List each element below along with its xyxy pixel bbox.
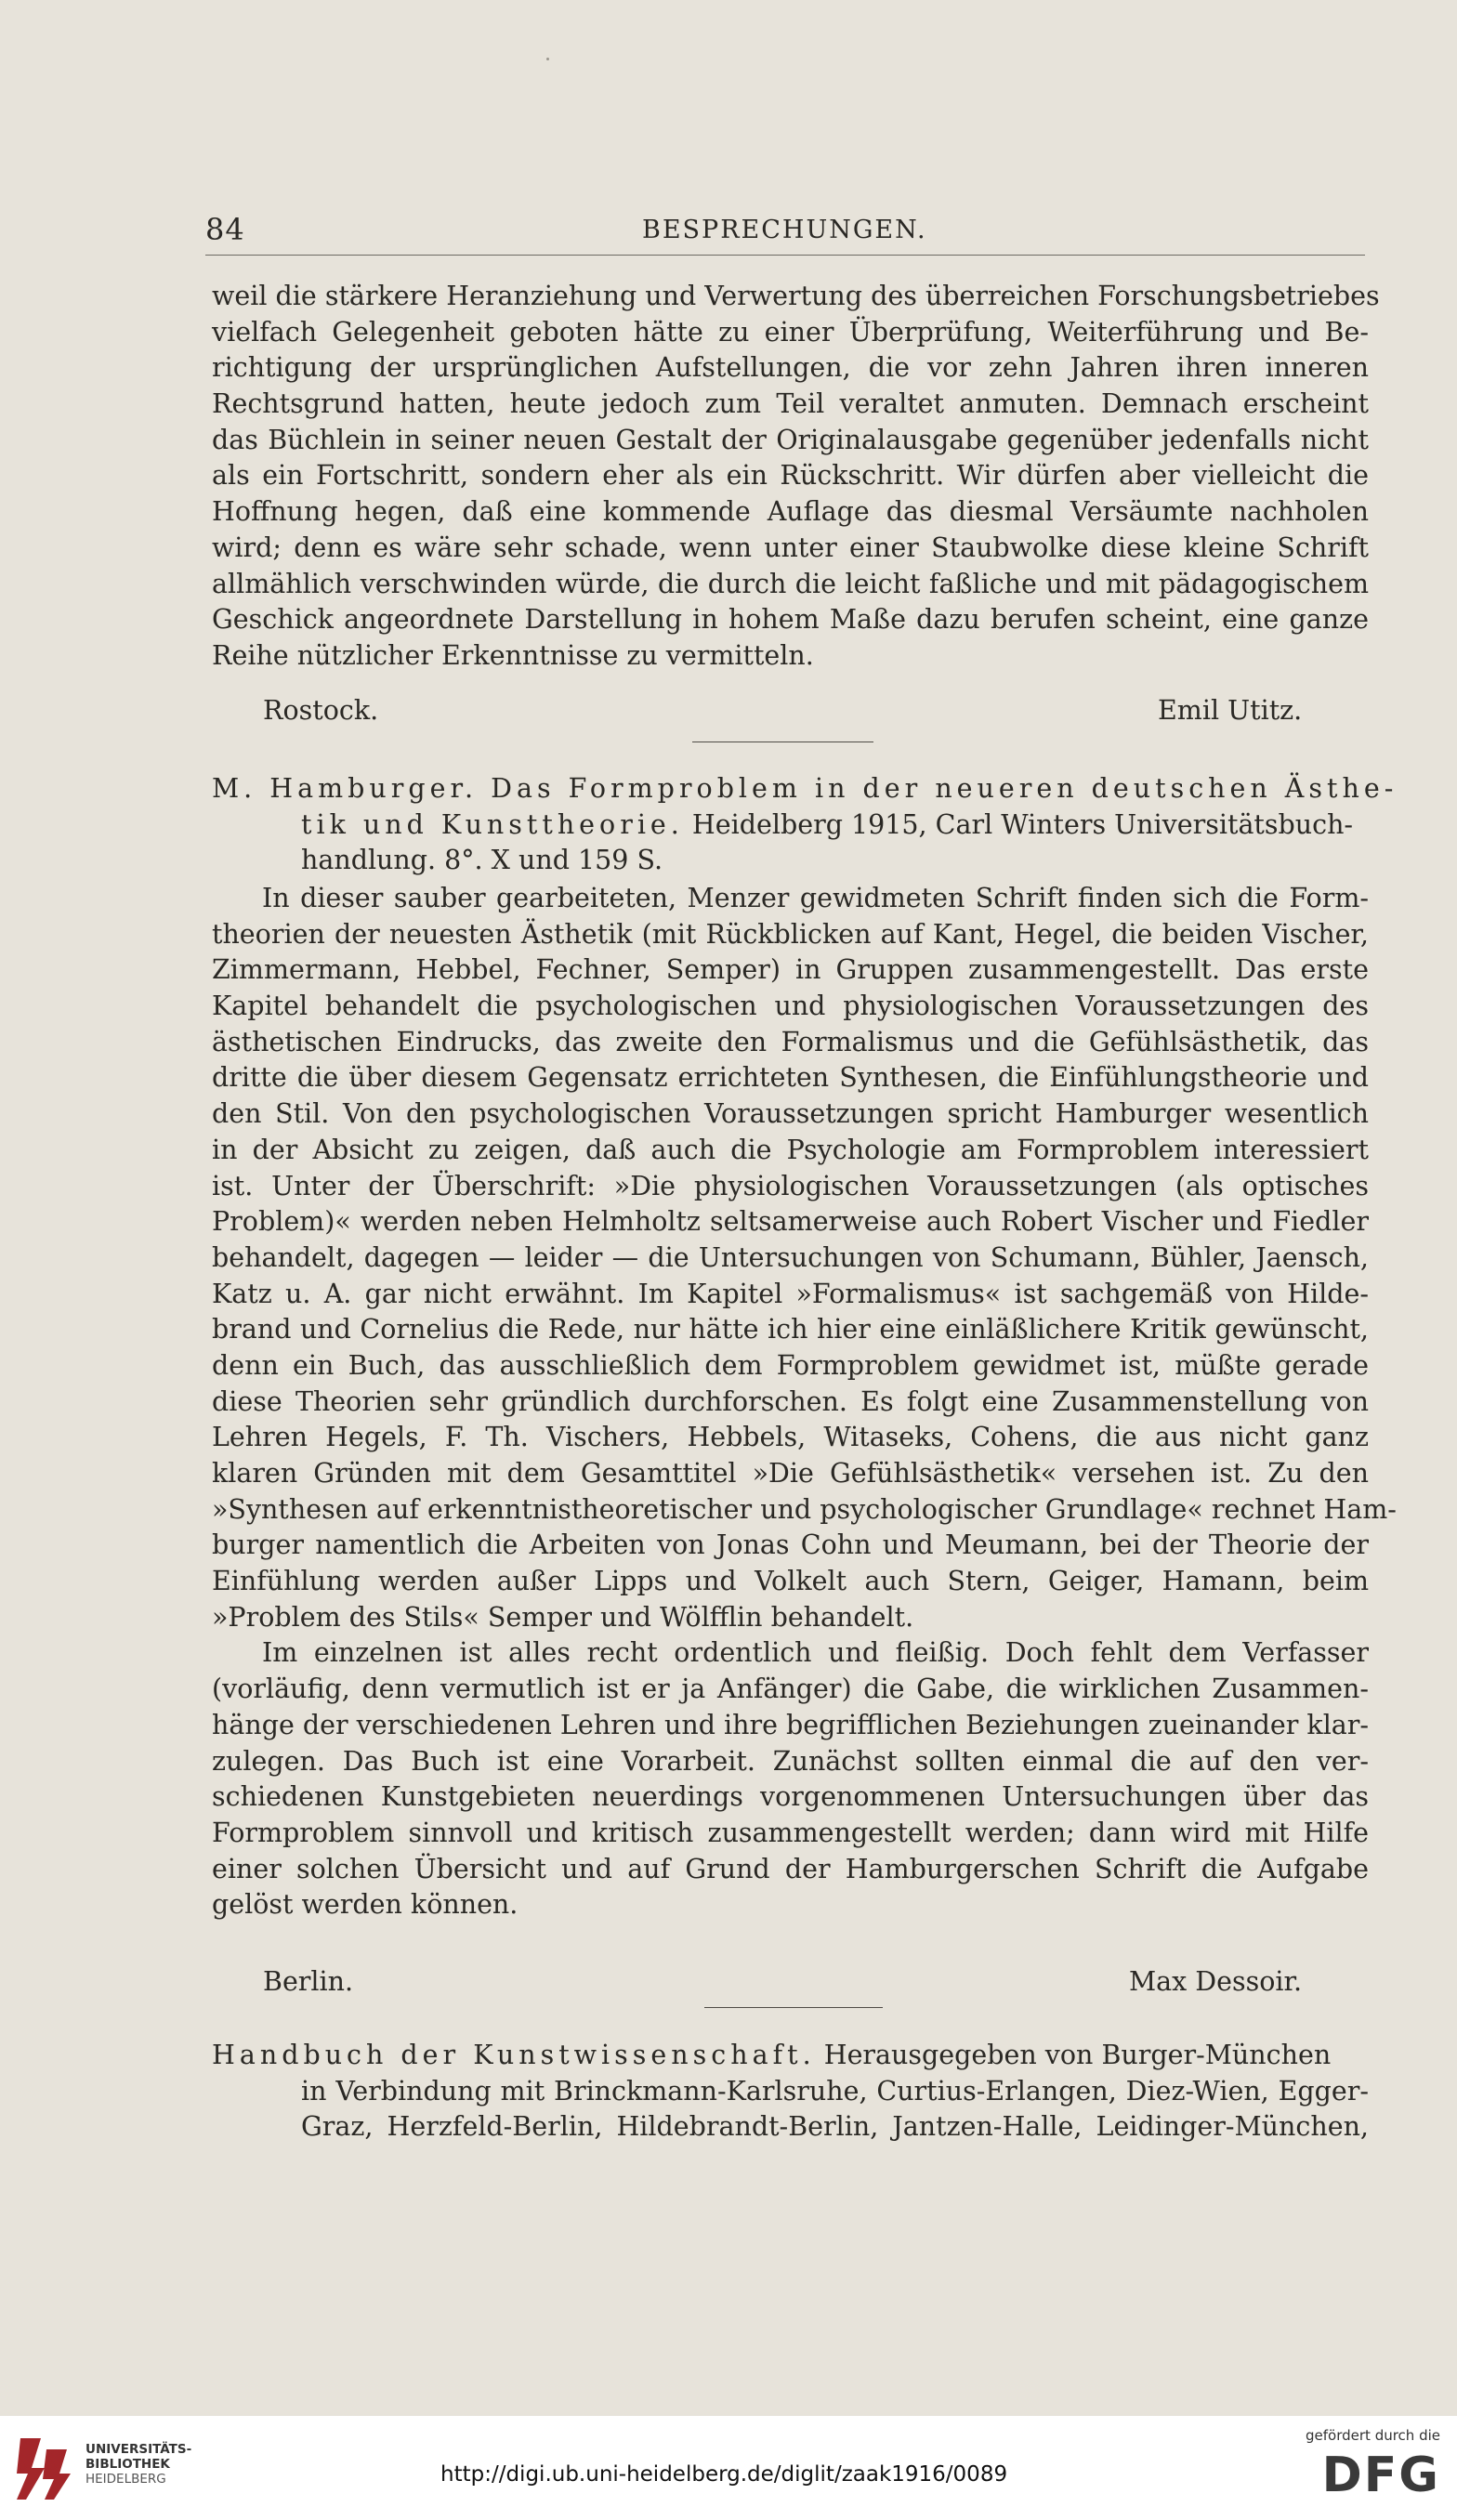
heading-line (212, 2038, 1369, 2074)
text-line: »Synthesen auf erkenntnistheoretischer und psychologischer Grundlage« rechnet Ham- (212, 1493, 1397, 1525)
text-line: burger namentlich die Arbeiten von Jonas Cohn und Meumann, bei der Theorie der (212, 1529, 1369, 1561)
text-line: Hoffnung hegen, daß eine kommende Auflage das diesmal Versäumte nachholen (212, 496, 1369, 528)
section-title: BESPRECHUNGEN. (642, 216, 927, 244)
text-line: zulegen. Das Buch ist eine Vorarbeit. Zunächst sollten einmal die auf den ver- (212, 1745, 1369, 1777)
text-line: In dieser sauber gearbeiteten, Menzer gewidmeten Schrift finden sich die Form- (262, 883, 1369, 913)
funder (1282, 2427, 1440, 2503)
text-line: in der Absicht zu zeigen, daß auch die Psychologie am Formproblem interessiert (212, 1134, 1369, 1165)
heading-line: in Verbindung mit Brinckmann-Karlsruhe, Curtius-Erlangen, Diez-Wien, Egger- (301, 2075, 1369, 2107)
text-line: behandelt, dagegen — leider — die Untersuchungen von Schumann, Bühler, Jaensch, (212, 1241, 1369, 1273)
publisher-info: Heidelberg 1915, Carl Winters Universitätsbuch- (683, 808, 1354, 840)
library-name-line: BIBLIOTHEK (85, 2457, 170, 2472)
text-line: Lehren Hegels, F. Th. Vischers, Hebbels, Witaseks, Cohens, die aus nicht ganz (212, 1422, 1369, 1453)
text-line: Reihe nützlicher Erkenntnisse zu vermitteln. (212, 639, 814, 671)
text-line: den Stil. Von den psychologischen Voraussetzungen spricht Hamburger wesentlich (212, 1098, 1369, 1130)
text-line: Kapitel behandelt die psychologischen und physiologischen Voraussetzungen des (212, 991, 1369, 1022)
section-divider (704, 2007, 883, 2008)
text-line: »Problem des Stils« Semper und Wölfflin behandelt. (212, 1601, 914, 1633)
text-line: Einfühlung werden außer Lipps und Volkelt auch Stern, Geiger, Hamann, beim (212, 1566, 1369, 1597)
text-line: Katz u. A. gar nicht erwähnt. Im Kapitel »Formalismus« ist sachgemäß von Hilde- (212, 1278, 1369, 1309)
editor-info: Herausgegeben von Burger-München (815, 2040, 1332, 2070)
text-line: dritte die über diesem Gegensatz errichteten Synthesen, die Einfühlungstheorie und (212, 1062, 1369, 1094)
text-line: Zimmermann, Hebbel, Fechner, Semper) in Gruppen zusammengestellt. Das erste (212, 954, 1369, 986)
text-line: ist. Unter der Überschrift: »Die physiologischen Voraussetzungen (als optisches (212, 1170, 1369, 1201)
text-line: allmählich verschwinden würde, die durch die leicht faßliche und mit pädagogischem (212, 568, 1369, 599)
text-line: (vorläufig, denn vermutlich ist er ja Anfänger) die Gabe, die wirklichen Zusammen- (212, 1673, 1369, 1705)
library-name (85, 2442, 191, 2487)
text-line: als ein Fortschritt, sondern eher als ein Rückschritt. Wir dürfen aber vielleicht die (212, 460, 1369, 492)
text-line: hänge der verschiedenen Lehren und ihre begrifflichen Beziehungen zueinander klar- (212, 1709, 1370, 1740)
heading-line: Graz, Herzfeld-Berlin, Hildebrandt-Berlin, Jantzen-Halle, Leidinger-München, (301, 2111, 1369, 2143)
review-1-place: Rostock. (263, 695, 379, 726)
text-line: theorien der neuesten Ästhetik (mit Rückblicken auf Kant, Hegel, die beiden Vischer, (212, 918, 1369, 950)
library-name-line: HEIDELBERG (85, 2472, 166, 2487)
text-line: vielfach Gelegenheit geboten hätte zu einer Überprüfung, Weiterführung und Be- (212, 316, 1369, 348)
dfg-logo-icon: DFG (1321, 2448, 1440, 2503)
review-2-text (212, 881, 1397, 1923)
text-line: einer solchen Übersicht und auf Grund der Hamburgerschen Schrift die Aufgabe (212, 1853, 1369, 1884)
source-url-link[interactable]: http://digi.ub.uni-heidelberg.de/diglit/zaak1916/0089 (440, 2462, 1008, 2487)
text-line: Im einzelnen ist alles recht ordentlich und fleißig. Doch fehlt dem Verfasser (262, 1637, 1369, 1669)
text-line: diese Theorien sehr gründlich durchforschen. Es folgt eine Zusammenstellung von (212, 1385, 1369, 1417)
text-line: brand und Cornelius die Rede, nur hätte ich hier eine einläßlichere Kritik gewünscht, (212, 1314, 1369, 1345)
text-line: das Büchlein in seiner neuen Gestalt der Originalausgabe gegenüber jedenfalls nicht (212, 424, 1369, 455)
library-name-line: UNIVERSITÄTS- (85, 2442, 192, 2457)
text-line: gelöst werden können. (212, 1889, 518, 1921)
heading-line (212, 807, 1369, 844)
text-line: ästhetischen Eindrucks, das zweite den Formalismus und die Gefühlsästhetik, das (212, 1026, 1369, 1057)
text-line: denn ein Buch, das ausschließlich dem Formproblem gewidmet ist, müßte gerade (212, 1349, 1369, 1381)
text-line: schiedenen Kunstgebieten neuerdings vorgenommenen Untersuchungen über das (212, 1781, 1369, 1813)
review-2-author: Max Dessoir. (1129, 1966, 1303, 1997)
review-1-author: Emil Utitz. (1158, 695, 1303, 726)
review-3-heading (212, 2038, 1369, 2146)
digitization-footer (0, 2416, 1457, 2520)
book-title: tik und Kunsttheorie. (301, 808, 684, 840)
review-1-text (212, 279, 1380, 675)
text-line: Rechtsgrund hatten, heute jedoch zum Teil veraltet anmuten. Demnach erscheint (212, 388, 1369, 420)
page-number: 84 (205, 212, 245, 247)
book-title: Handbuch der Kunstwissenschaft. (212, 2040, 816, 2070)
review-2-heading (212, 771, 1398, 879)
heading-line: handlung. 8°. X und 159 S. (301, 845, 663, 876)
university-library-logo-icon (13, 2429, 87, 2507)
text-line: Problem)« werden neben Helmholtz seltsamerweise auch Robert Vischer und Fiedler (212, 1206, 1369, 1238)
funder-label: gefördert durch die (1306, 2427, 1440, 2444)
review-2-place: Berlin. (263, 1966, 354, 1997)
scan-speck (546, 58, 549, 60)
text-line: klaren Gründen mit dem Gesamttitel »Die Gefühlsästhetik« versehen ist. Zu den (212, 1458, 1369, 1489)
text-line: Formproblem sinnvoll und kritisch zusammengestellt werden; dann wird mit Hilfe (212, 1817, 1369, 1848)
text-line: Geschick angeordnete Darstellung in hohem Maße dazu berufen scheint, eine ganze (212, 604, 1369, 636)
text-line: weil die stärkere Heranziehung und Verwertung des überreichen Forschungsbetriebes (212, 281, 1380, 311)
text-line: wird; denn es wäre sehr schade, wenn unter einer Staubwolke diese kleine Schrift (212, 532, 1369, 563)
heading-line: M. Hamburger. Das Formproblem in der neueren deutschen Ästhe- (212, 773, 1398, 804)
running-head (205, 208, 1365, 256)
text-line: richtigung der ursprünglichen Aufstellungen, die vor zehn Jahren ihren inneren (212, 352, 1369, 384)
